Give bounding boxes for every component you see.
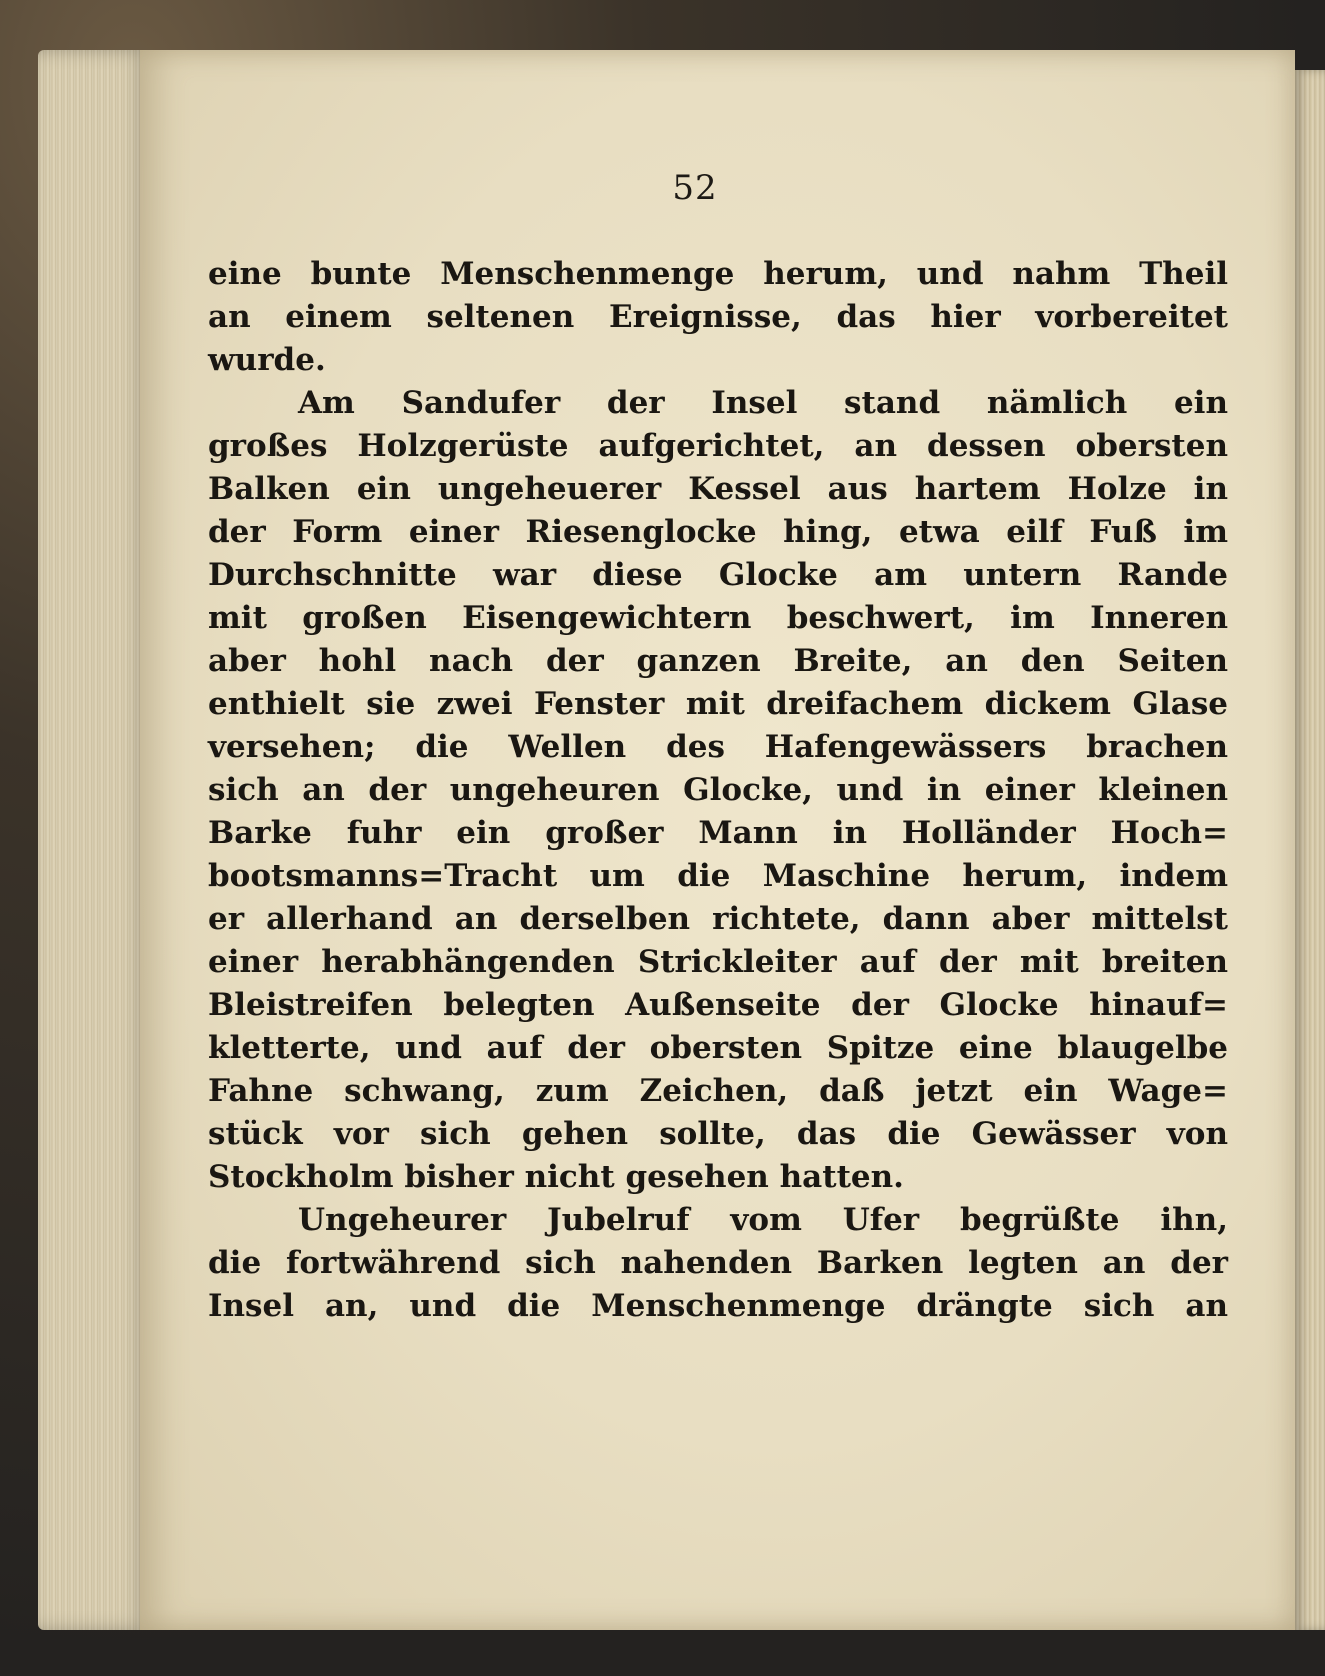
text-line: Fahne schwang, zum Zeichen, daß jetzt ein Wage= <box>208 1073 1228 1109</box>
text-line: kletterte, und auf der obersten Spitze eine blaugelbe <box>208 1030 1228 1066</box>
text-line: großes Holzgerüste aufgerichtet, an dessen obersten <box>208 428 1228 464</box>
text-line: mit großen Eisengewichtern beschwert, im Inneren <box>208 600 1228 636</box>
text-line: Bleistreifen belegten Außenseite der Glocke hinauf= <box>208 987 1228 1023</box>
page-number: 52 <box>672 168 718 208</box>
text-line: er allerhand an derselben richtete, dann aber mittelst <box>208 901 1228 937</box>
text-line: Durchschnitte war diese Glocke am untern Rande <box>208 557 1228 593</box>
text-line: sich an der ungeheuren Glocke, und in einer kleinen <box>208 772 1228 808</box>
text-line: versehen; die Wellen des Hafengewässers brachen <box>208 729 1228 765</box>
page-stack-left <box>38 50 148 1630</box>
text-line: Insel an, und die Menschenmenge drängte sich an <box>208 1288 1228 1324</box>
text-line: bootsmanns=Tracht um die Maschine herum, indem <box>208 858 1228 894</box>
text-line: eine bunte Menschenmenge herum, und nahm Theil <box>208 256 1228 292</box>
text-line: enthielt sie zwei Fenster mit dreifachem dickem Glase <box>208 686 1228 722</box>
text-line: an einem seltenen Ereignisse, das hier vorbereitet <box>208 299 1228 335</box>
text-line: stück vor sich gehen sollte, das die Gewässer von <box>208 1116 1228 1152</box>
text-line: aber hohl nach der ganzen Breite, an den Seiten <box>208 643 1228 679</box>
text-line: einer herabhängenden Strickleiter auf der mit breiten <box>208 944 1228 980</box>
page-stack-right <box>1295 70 1325 1630</box>
text-line: der Form einer Riesenglocke hing, etwa eilf Fuß im <box>208 514 1228 550</box>
text-line: Balken ein ungeheuerer Kessel aus hartem Holze in <box>208 471 1228 507</box>
text-line: Stockholm bisher nicht gesehen hatten. <box>208 1159 904 1195</box>
text-line: Barke fuhr ein großer Mann in Holländer Hoch= <box>208 815 1228 851</box>
text-line: wurde. <box>208 342 326 378</box>
text-line: die fortwährend sich nahenden Barken legten an der <box>208 1245 1228 1281</box>
text-line: Am Sandufer der Insel stand nämlich ein <box>298 385 1228 421</box>
text-line: Ungeheurer Jubelruf vom Ufer begrüßte ihn, <box>298 1202 1228 1238</box>
page-body-text <box>208 253 1228 1328</box>
